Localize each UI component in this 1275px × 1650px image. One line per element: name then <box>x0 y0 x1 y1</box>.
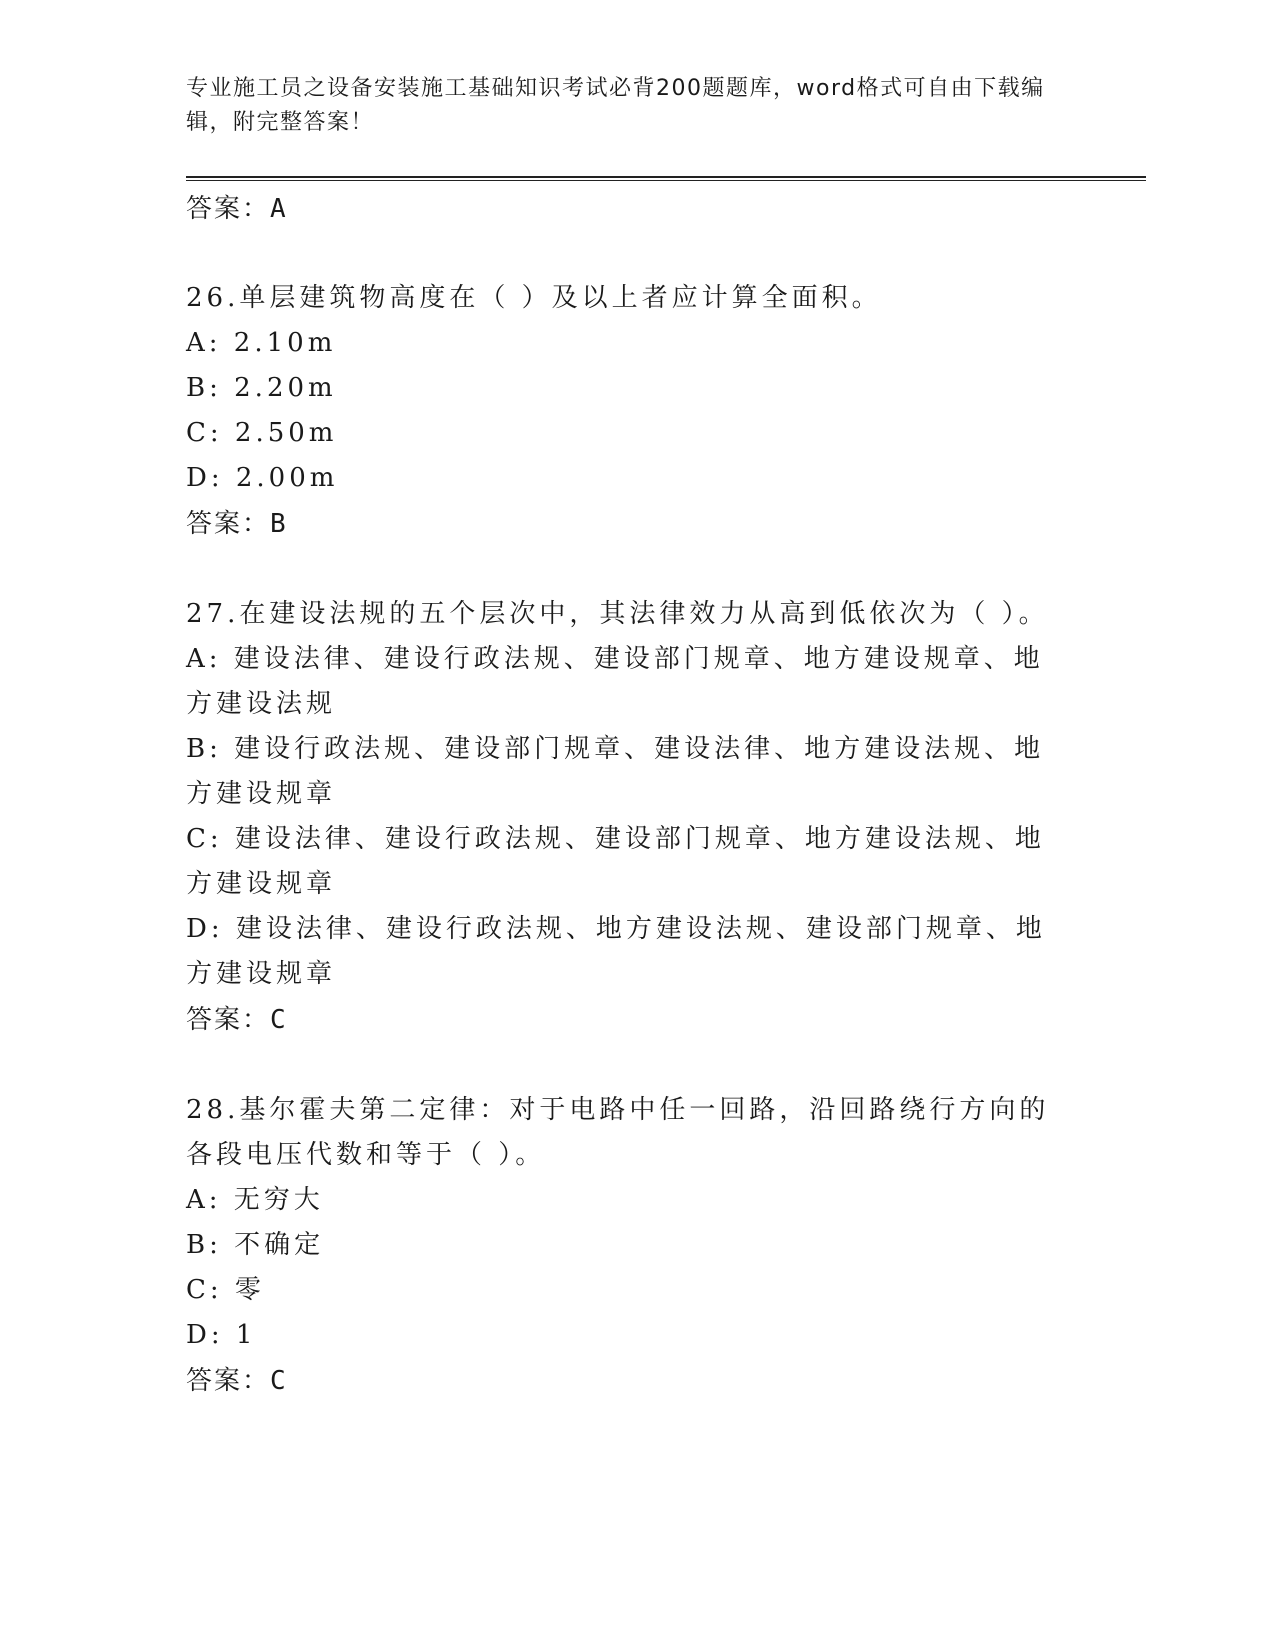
answer-value: C <box>270 1005 288 1035</box>
question-spacer <box>186 232 1066 277</box>
answer-label: 答案： <box>186 509 271 539</box>
question-stem: 27.在建设法规的五个层次中，其法律效力从高到低依次为（ ）。 <box>186 599 1049 629</box>
answer-line <box>186 1358 1066 1404</box>
header-divider <box>186 176 1146 181</box>
answer-label: 答案： <box>186 1366 271 1396</box>
answer-line <box>186 997 1066 1043</box>
option-a: A: 建设法律、建设行政法规、建设部门规章、地方建设规章、地方建设法规 <box>186 644 1044 719</box>
option-b: B: 建设行政法规、建设部门规章、建设法律、地方建设法规、地方建设规章 <box>186 734 1045 809</box>
option-c: C: 零 <box>186 1275 265 1305</box>
answer-value: A <box>270 194 288 224</box>
question-stem: 26.单层建筑物高度在（ ）及以上者应计算全面积。 <box>186 283 882 313</box>
option-c: C: 2.50m <box>186 418 338 448</box>
option-c: C: 建设法律、建设行政法规、建设部门规章、地方建设法规、地方建设规章 <box>186 824 1045 899</box>
question-list <box>186 186 1066 1404</box>
answer-line <box>186 186 1066 232</box>
option-a: A: 无穷大 <box>186 1185 324 1215</box>
question-spacer <box>186 1043 1066 1088</box>
answer-value: B <box>270 509 288 539</box>
divider-thin-line <box>186 180 1146 181</box>
answer-value: C <box>270 1366 288 1396</box>
document-header: 专业施工员之设备安装施工基础知识考试必背200题题库，word格式可自由下载编辑，附完整答案！ <box>186 76 1045 135</box>
option-b: B: 2.20m <box>186 373 337 403</box>
option-d: D: 建设法律、建设行政法规、地方建设法规、建设部门规章、地方建设规章 <box>186 914 1046 989</box>
question-spacer <box>186 547 1066 592</box>
divider-thick-line <box>186 176 1146 178</box>
option-a: A: 2.10m <box>186 328 337 358</box>
option-b: B: 不确定 <box>186 1230 325 1260</box>
option-d: D: 2.00m <box>186 463 339 493</box>
answer-label: 答案： <box>186 194 271 224</box>
question-stem: 28.基尔霍夫第二定律：对于电路中任一回路，沿回路绕行方向的各段电压代数和等于（ ）。 <box>186 1095 1050 1170</box>
answer-line <box>186 501 1066 547</box>
answer-label: 答案： <box>186 1005 271 1035</box>
option-d: D: 1 <box>186 1320 257 1350</box>
